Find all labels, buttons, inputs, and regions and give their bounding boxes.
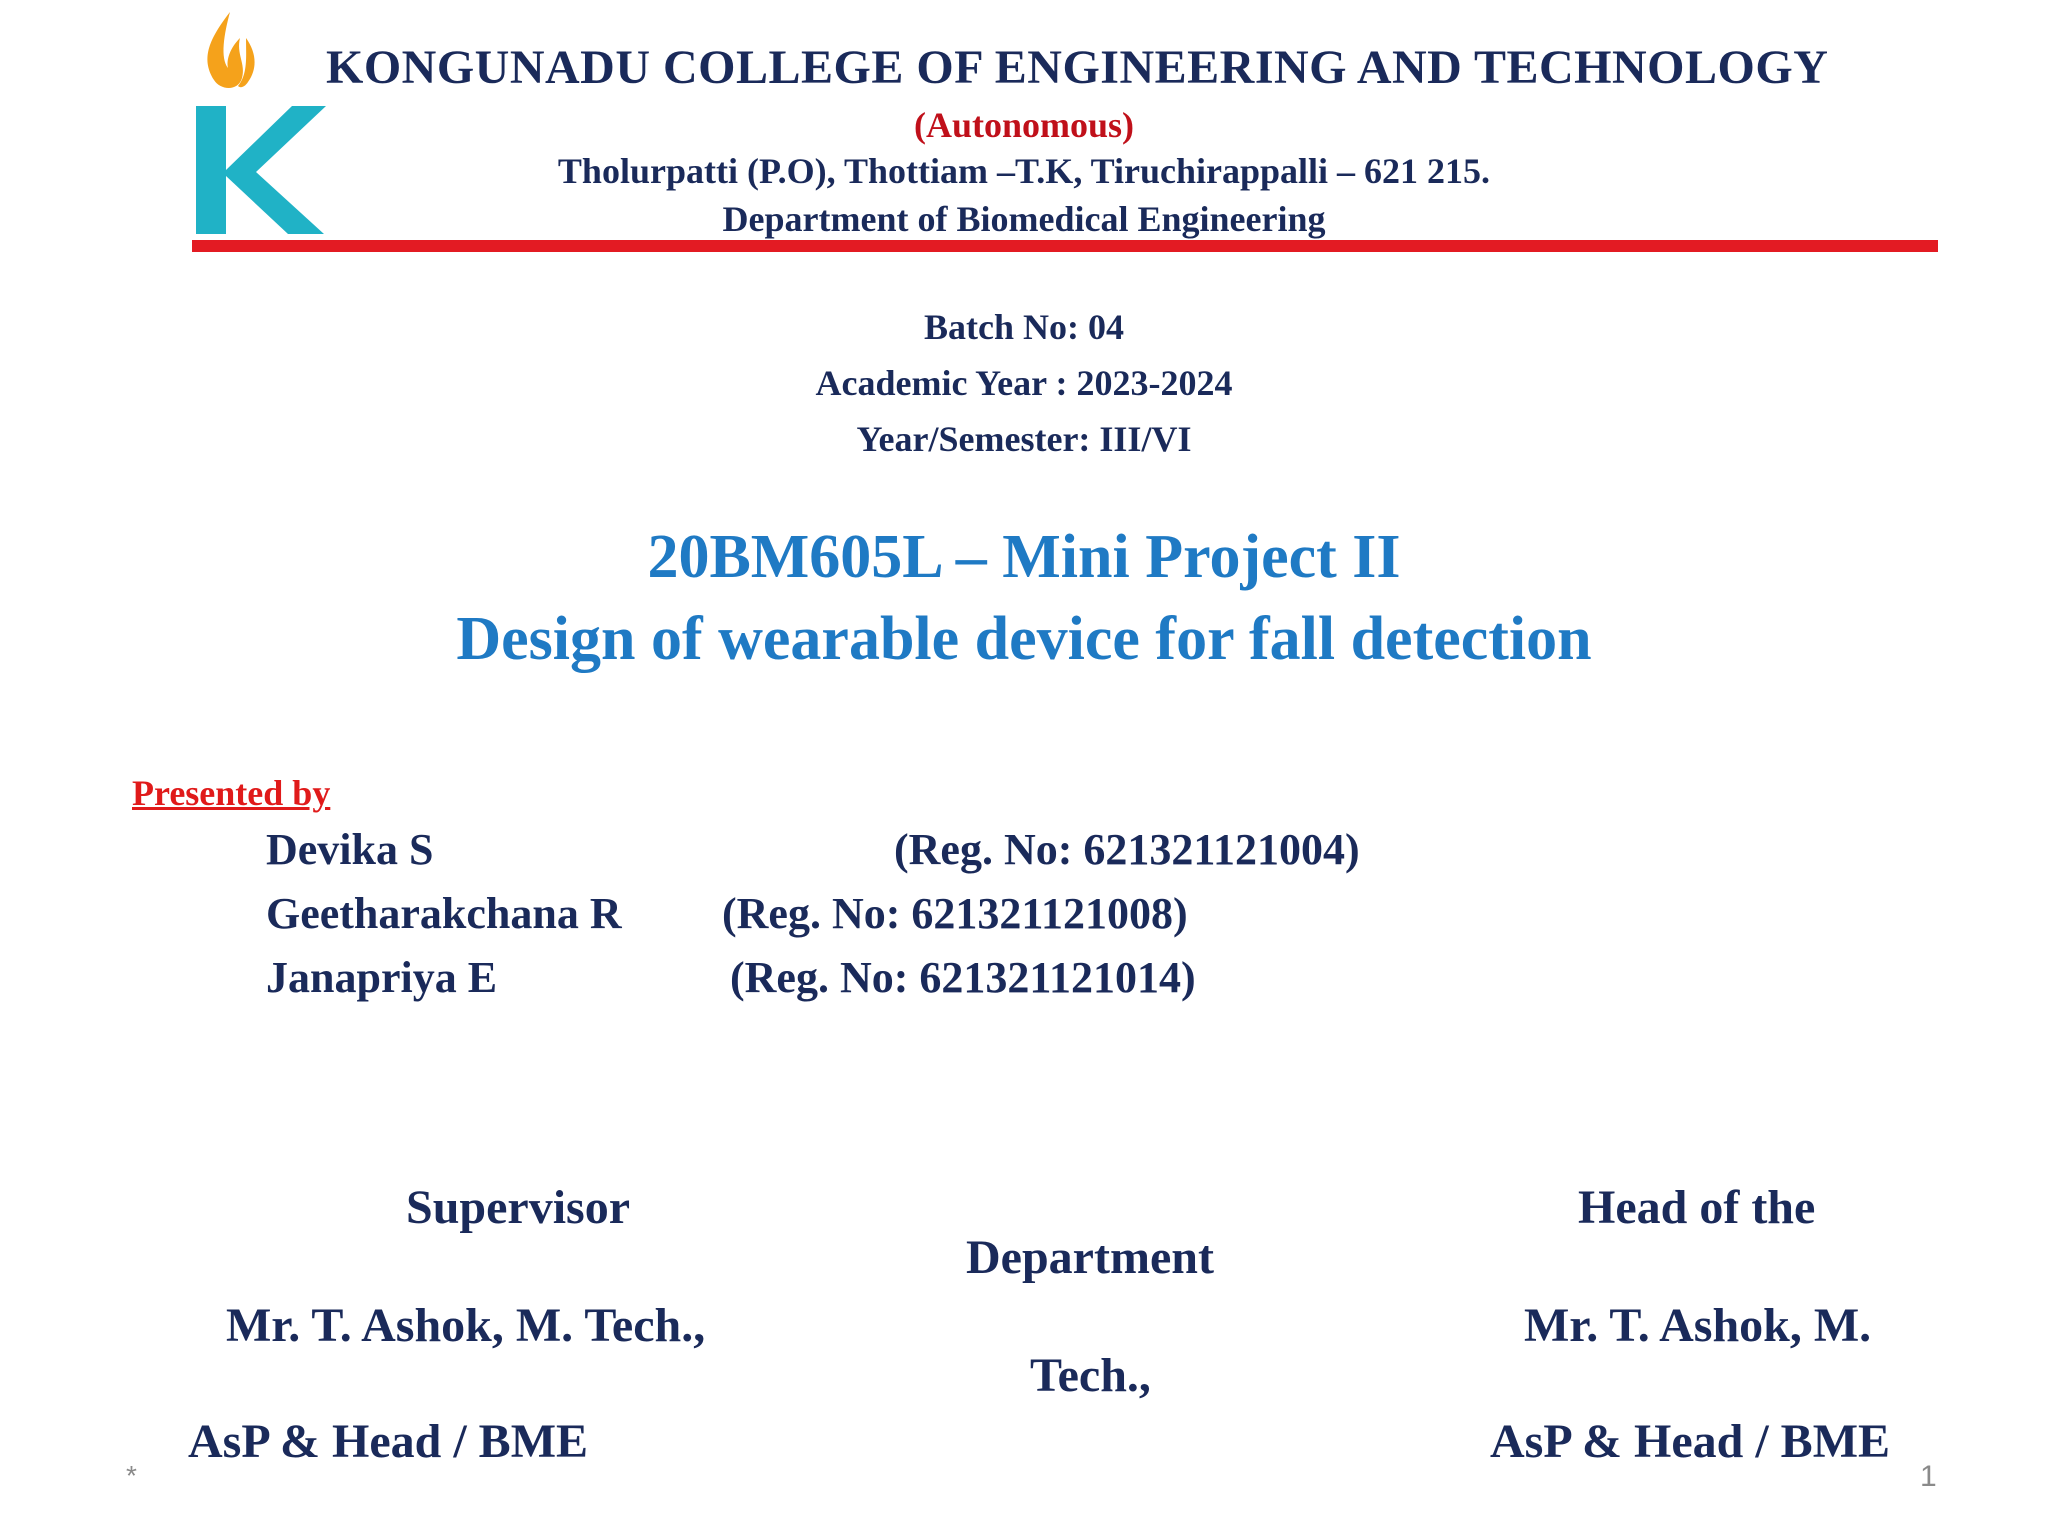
hod-designation: AsP & Head / BME — [1490, 1415, 1891, 1468]
autonomous-label: (Autonomous) — [913, 105, 1135, 145]
student-reg-no: (Reg. No: 621321121014) — [730, 953, 1196, 1002]
slide-number: 1 — [1920, 1460, 1937, 1493]
student-reg-no: (Reg. No: 621321121004) — [894, 825, 1360, 874]
student-name: Janapriya E — [266, 953, 498, 1002]
college-address: Tholurpatti (P.O), Thottiam –T.K, Tiruchirappalli – 621 215. — [557, 151, 1491, 191]
presented-by-label: Presented by — [132, 773, 331, 813]
department-name: Department of Biomedical Engineering — [722, 199, 1326, 239]
supervisor-name: Mr. T. Ashok, M. Tech., — [226, 1299, 706, 1352]
hod-name-continued: Tech., — [1030, 1349, 1151, 1402]
student-reg-no: (Reg. No: 621321121008) — [722, 889, 1188, 938]
header-divider — [192, 240, 1938, 252]
academic-year: Academic Year : 2023-2024 — [815, 363, 1233, 403]
footer-marker: * — [126, 1460, 137, 1491]
student-name: Devika S — [266, 825, 434, 874]
hod-label-continued: Department — [966, 1231, 1214, 1284]
project-code: 20BM605L – Mini Project II — [647, 523, 1401, 591]
year-semester: Year/Semester: III/VI — [856, 419, 1192, 459]
project-title: Design of wearable device for fall detection — [456, 605, 1592, 673]
hod-label: Head of the — [1578, 1181, 1816, 1234]
supervisor-label: Supervisor — [406, 1181, 631, 1234]
hod-name: Mr. T. Ashok, M. — [1524, 1299, 1872, 1352]
college-name: KONGUNADU COLLEGE OF ENGINEERING AND TECHNOLOGY — [326, 41, 1829, 94]
student-name: Geetharakchana R — [266, 889, 622, 938]
supervisor-designation: AsP & Head / BME — [188, 1415, 589, 1468]
batch-number: Batch No: 04 — [924, 307, 1124, 347]
